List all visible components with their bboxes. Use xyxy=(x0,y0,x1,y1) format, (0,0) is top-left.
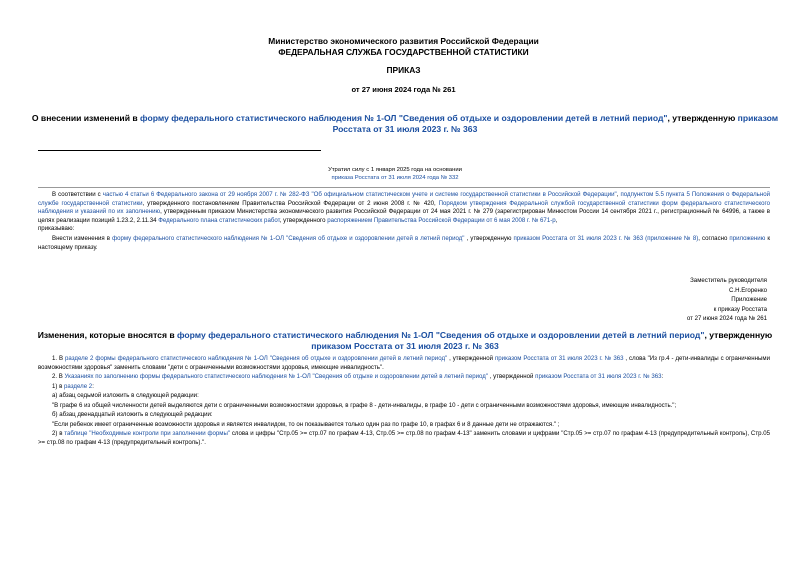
subitem-1a: а) абзац седьмой изложить в следующей редакции: xyxy=(52,392,199,400)
subitem-1: 1) в разделе 2: xyxy=(52,382,94,390)
item1-section-link[interactable]: разделе 2 формы федерального статистического наблюдения № 1-ОЛ "Сведения об отдыхе и оздоровлении детей в летний период" xyxy=(65,355,448,362)
procedure-link[interactable]: Порядком утверждения Федеральной службой государственной статистики форм федерального статистического наблюдения и указаний по их заполнению xyxy=(38,199,770,216)
divider xyxy=(38,150,321,151)
order-word: приказываю: xyxy=(38,225,75,233)
quote-1: "В графе 6 из общей численности детей выделяются дети с ограниченными возможностями здоровья, в графе 8 - дети-инвалиды, в графе 10 - дети с ограниченными возможностями здоровья, имеющие инвалидность."; xyxy=(52,401,677,409)
appendix-label: Приложение xyxy=(731,296,767,304)
appendix8-link[interactable]: (приложение № 8) xyxy=(645,234,699,242)
changes-order-link[interactable]: приказом Росстата от 31 июля 2023 г. № 363 xyxy=(311,341,499,351)
enact-order-link[interactable]: приказом Росстата от 31 июля 2023 г. № 363 xyxy=(513,234,644,242)
document-header xyxy=(0,36,807,57)
enact-form-link[interactable]: форму федерального статистического наблюдения № 1-ОЛ "Сведения об отдыхе и оздоровлении детей в летний период" xyxy=(112,234,465,242)
divider xyxy=(38,187,770,188)
appendix-date: от 27 июня 2024 года № 261 xyxy=(686,315,767,323)
item2-instructions-link[interactable]: Указаниях по заполнению формы федерального статистического наблюдения № 1-ОЛ "Сведения об отдыхе и оздоровлении детей в летний период" xyxy=(64,373,489,381)
changes-form-link[interactable]: форму федерального статистического наблюдения № 1-ОЛ "Сведения об отдыхе и оздоровлении детей в летний период" xyxy=(177,330,705,340)
quote-2: "Если ребенок имеет ограниченные возможности здоровья и является инвалидом, то он показывается только один раз по графе 10, в графах 6 и 8 данные дети не отражаются." ; xyxy=(52,420,560,428)
document-type: ПРИКАЗ xyxy=(386,65,421,75)
changes-body xyxy=(38,355,770,449)
order-date-number: от 27 июня 2024 года № 261 xyxy=(351,85,456,94)
decree-link[interactable]: распоряжением Правительства Российской Федерации от 6 мая 2008 г. № 671-р xyxy=(327,216,556,224)
item1-order-link[interactable]: приказом Росстата от 31 июля 2023 г. № 363 xyxy=(494,355,624,362)
ministry-name: Министерство экономического развития Российской Федерации xyxy=(268,36,539,46)
service-name: ФЕДЕРАЛЬНАЯ СЛУЖБА ГОСУДАРСТВЕННОЙ СТАТИСТИКИ xyxy=(278,46,529,57)
regulation-link[interactable]: подпунктом 5.5 пункта 5 Положения о Федеральной службе государственной статистики xyxy=(38,191,771,207)
order-title: О внесении изменений в форму федерального статистического наблюдения № 1-ОЛ "Сведения об отдыхе и оздоровлении детей в летний период", утвержденную приказом Росстата от 31 июля 2023 г. № 363 xyxy=(31,113,779,134)
item2-order-link[interactable]: приказом Росстата от 31 июля 2023 г. № 363 xyxy=(535,373,662,381)
lost-force-link[interactable]: приказа Росстата от 31 июля 2024 года № 332 xyxy=(331,175,459,181)
preamble: В соответствии с частью 4 статьи 6 Федерального закона от 29 ноября 2007 г. № 282-ФЗ "Об официальном статистическом учете и системе государственной статистики в Российской Федерации", подпунктом 5.5 пункта 5 Положения о Федеральной службе государственной статистики, утвержденного постановлением Правительства Российской Федерации от 2 июня 2008 г. № 420, Порядком утверждения Федеральной службой государственной статистики форм федерального статистического наблюдения и указаний по их заполнению, утвержденным приказом Министерства экономического развития Российской Федерации от 24 мая 2021 г. № 279 (зарегистрирован Минюстом России 14 сентября 2021 г., регистрационный № 64996, а также в целях реализации позиций 1.23.2, 2.11.34 Федерального плана статистических работ, утвержденного распоряжением Правительства Российской Федерации от 6 мая 2008 г. № 671-р, приказываю: Внести изменения в форму федерального статистического наблюдения № 1-ОЛ "Сведения об отдыхе и оздоровлении детей в летний период" , утвержденную приказом Росстата от 31 июля 2023 г. № 363 (приложение № 8), согласно приложению к настоящему приказу. xyxy=(38,191,771,251)
subitem-2: 2) в таблице "Необходимые контроли при заполнении формы" слова и цифры "Стр.05 >= стр.07 по графам 4-13, Стр.05 >= стр.08 по графам 4-13" заменить словами и цифрами "Стр.05 >= стр.07 по графам 4-13 (предупредительный контроль), Стр.05 >= стр.08 по графам 4-13 (предупредительный контроль).". xyxy=(38,430,770,447)
law-link[interactable]: частью 4 статьи 6 Федерального закона от 29 ноября 2007 г. № 282-ФЗ "Об официальном статистическом учете и системе государственной статистики в Российской Федерации" xyxy=(102,191,617,198)
controls-table-link[interactable]: таблице "Необходимые контроли при заполнении формы" xyxy=(64,430,230,438)
item-2: 2. В Указаниях по заполнению формы федерального статистического наблюдения № 1-ОЛ "Сведения об отдыхе и оздоровлении детей в летний период" , утвержденной приказом Росстата от 31 июля 2023 г. № 363: xyxy=(52,373,664,381)
lost-force-note: Утратил силу с 1 января 2025 года на основании приказа Росстата от 31 июля 2024 года № 332 xyxy=(230,166,560,182)
signature-block xyxy=(517,276,767,324)
title-link-order[interactable]: приказом Росстата от 31 июля 2023 г. № 363 xyxy=(332,113,779,134)
appendix-link[interactable]: приложению xyxy=(729,234,766,242)
subitem-1b: б) абзац двенадцатый изложить в следующей редакции: xyxy=(52,411,213,419)
appendix-to-order: к приказу Росстата xyxy=(713,305,767,313)
section2-link[interactable]: разделе 2 xyxy=(64,382,93,390)
signer-name: С.Н.Егоренко xyxy=(729,286,767,294)
signer-position: Заместитель руководителя xyxy=(690,277,767,284)
item-1: 1. В разделе 2 формы федерального статистического наблюдения № 1-ОЛ "Сведения об отдыхе и оздоровлении детей в летний период" , утвержденной приказом Росстата от 31 июля 2023 г. № 363 , слова "Из гр.4 - дети-инвалиды с ограниченными возможностями здоровья" заменить словами "дети с ограниченными возможностями здоровья, имеющие инвалидность". xyxy=(38,355,770,371)
changes-title: Изменения, которые вносятся в форму федерального статистического наблюдения № 1-ОЛ "Сведения об отдыхе и оздоровлении детей в летний период", утвержденную приказом Росстата от 31 июля 2023 г. № 363 xyxy=(37,330,773,351)
plan-link[interactable]: Федерального плана статистических работ xyxy=(158,216,280,224)
title-link-form[interactable]: форму федерального статистического наблюдения № 1-ОЛ "Сведения об отдыхе и оздоровлении детей в летний период" xyxy=(140,113,668,123)
